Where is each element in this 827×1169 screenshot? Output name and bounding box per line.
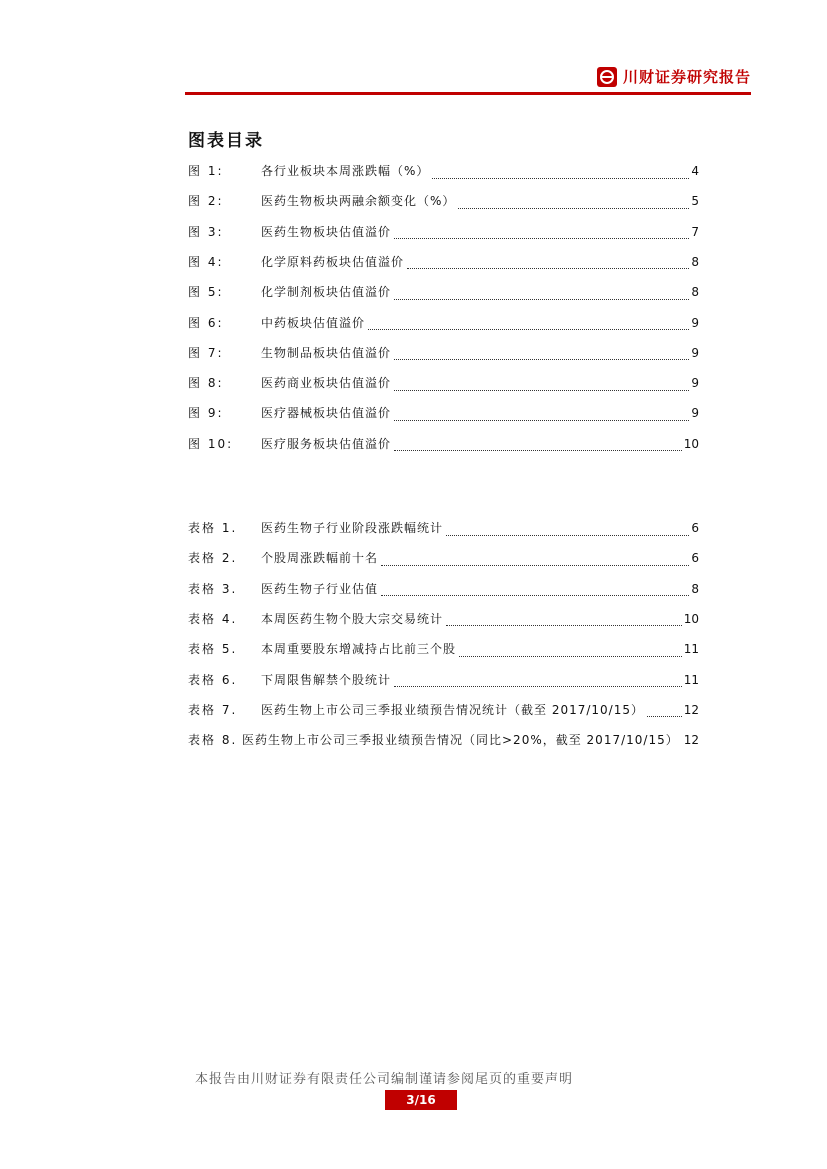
toc-entry[interactable]: [188, 223, 699, 241]
toc-entry-page: 12: [683, 702, 699, 717]
toc-entry[interactable]: [188, 404, 699, 422]
toc-entry-label: 表格 8.: [188, 733, 238, 748]
toc-entry-label: 表格 6.: [188, 672, 238, 687]
toc-entry[interactable]: [188, 671, 699, 689]
footer-disclaimer: 本报告由川财证券有限责任公司编制谨请参阅尾页的重要声明: [194, 1072, 573, 1087]
toc-entry-page: 8: [691, 285, 699, 300]
toc-entry[interactable]: [188, 192, 699, 210]
toc-entry-title: 医药商业板块估值溢价: [261, 376, 392, 391]
toc-entry-title: 医药生物板块两融余额变化（%）: [261, 194, 456, 209]
toc-leader-dots: [446, 525, 689, 536]
toc-entry-title: 中药板块估值溢价: [261, 315, 366, 330]
toc-entry-page: 4: [691, 164, 699, 178]
toc-entry-label: 图 7:: [188, 345, 224, 360]
toc-entry[interactable]: [188, 253, 699, 271]
toc-entry-title: 医药生物板块估值溢价: [261, 224, 392, 239]
toc-leader-dots: [381, 585, 689, 596]
toc-leader-dots: [394, 440, 682, 451]
toc-entry-title: 本周医药生物个股大宗交易统计: [261, 611, 444, 626]
toc-entry-page: 10: [683, 436, 699, 451]
toc-entry-title: 本周重要股东增减持占比前三个股: [261, 642, 457, 657]
toc-entry-title: 各行业板块本周涨跌幅（%）: [261, 164, 430, 178]
toc-leader-dots: [394, 410, 689, 421]
toc-entry-page: 8: [691, 581, 699, 596]
toc-leader-dots: [647, 706, 682, 717]
toc-leader-dots: [394, 380, 689, 391]
toc-entry-page: 12: [683, 733, 699, 748]
toc-leader-dots: [458, 198, 689, 209]
toc-entry-label: 表格 2.: [188, 551, 238, 566]
toc-entry[interactable]: [188, 314, 699, 332]
toc-leader-dots: [368, 319, 689, 330]
toc-entry-page: 10: [683, 611, 699, 626]
header-brand: [597, 66, 751, 87]
toc-leader-dots: [394, 228, 689, 239]
toc-entry[interactable]: [188, 374, 699, 392]
toc-entry[interactable]: [188, 549, 699, 567]
toc-entry-label: 图 6:: [188, 315, 224, 330]
toc-entry-title: 化学制剂板块估值溢价: [261, 285, 392, 300]
toc-entry-title: 医疗器械板块估值溢价: [261, 406, 392, 421]
toc-entry-label: 图 4:: [188, 254, 224, 269]
toc-leader-dots: [446, 615, 682, 626]
toc-entry-page: 6: [691, 521, 699, 535]
toc-entry-label: 图 2:: [188, 194, 224, 209]
toc-entry-title: 医药生物上市公司三季报业绩预告情况统计（截至 2017/10/15）: [261, 702, 644, 717]
toc-entry-label: 表格 5.: [188, 642, 238, 657]
toc-entry-page: 9: [691, 376, 699, 391]
toc-leader-dots: [381, 555, 689, 566]
toc-entry-label: 表格 7.: [188, 702, 238, 717]
toc-entry-label: 图 10:: [188, 436, 234, 451]
toc-entry[interactable]: [188, 519, 699, 537]
toc-entry-label: 图 9:: [188, 406, 224, 421]
toc-entry-title: 医药生物上市公司三季报业绩预告情况（同比>20%，截至 2017/10/15）: [242, 733, 679, 748]
toc-entry[interactable]: [188, 162, 699, 180]
toc-entry-page: 5: [691, 194, 699, 209]
toc-entry-page: 11: [683, 642, 699, 657]
toc-leader-dots: [459, 646, 682, 657]
toc-entry-label: 图 3:: [188, 224, 224, 239]
toc-entry-title: 化学原料药板块估值溢价: [261, 254, 405, 269]
toc-entry-title: 个股周涨跌幅前十名: [261, 551, 379, 566]
toc-entry[interactable]: [188, 435, 699, 453]
toc-entry-title: 医疗服务板块估值溢价: [261, 436, 392, 451]
toc-leader-dots: [394, 349, 689, 360]
toc-entry[interactable]: [188, 731, 699, 749]
toc-entry-page: 9: [691, 345, 699, 360]
toc-entry-title: 下周限售解禁个股统计: [261, 672, 392, 687]
toc-entry[interactable]: [188, 283, 699, 301]
toc-leader-dots: [432, 168, 689, 179]
page-number-badge: 3/16: [385, 1090, 457, 1110]
brand-name: 川财证券研究报告: [622, 68, 751, 86]
toc-entry-page: 6: [691, 551, 699, 566]
toc-entry-page: 7: [691, 224, 699, 239]
toc-entry[interactable]: [188, 610, 699, 628]
toc-entry-page: 9: [691, 315, 699, 330]
toc-entry-title: 医药生物子行业阶段涨跌幅统计: [261, 521, 444, 535]
header-divider: [185, 92, 751, 95]
toc-entry-title: 医药生物子行业估值: [261, 581, 379, 596]
toc-entry-page: 8: [691, 254, 699, 269]
toc-entry-label: 图 5:: [188, 285, 224, 300]
cc-logo-icon: [597, 67, 617, 87]
toc-entry[interactable]: [188, 580, 699, 598]
toc-entry-page: 9: [691, 406, 699, 421]
toc-entry[interactable]: [188, 701, 699, 719]
toc-entry-label: 表格 4.: [188, 611, 238, 626]
toc-entry-label: 表格 1.: [188, 521, 238, 535]
toc-entry-label: 图 8:: [188, 376, 224, 391]
toc-entry-page: 11: [683, 672, 699, 687]
toc-entry-label: 表格 3.: [188, 581, 238, 596]
toc-leader-dots: [407, 258, 689, 269]
toc-entry[interactable]: [188, 344, 699, 362]
toc-entry[interactable]: [188, 640, 699, 658]
page-title: 图表目录: [188, 131, 264, 151]
toc-leader-dots: [394, 676, 682, 687]
toc-entry-title: 生物制品板块估值溢价: [261, 345, 392, 360]
toc-leader-dots: [394, 289, 689, 300]
toc-entry-label: 图 1:: [188, 164, 224, 178]
